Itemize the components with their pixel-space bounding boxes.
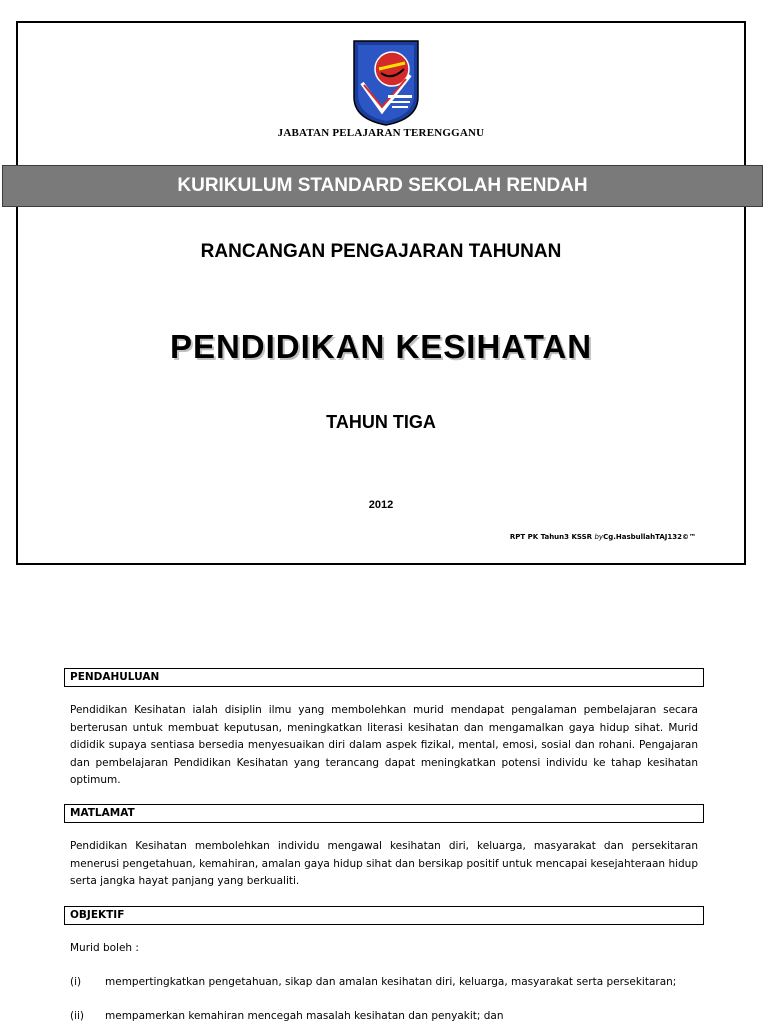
department-name: JABATAN PELAJARAN TERENGGANU (277, 127, 485, 139)
section-heading-pendahuluan: PENDAHULUAN (64, 668, 704, 687)
cover-page (16, 21, 746, 565)
section-heading-objektif: OBJEKTIF (64, 906, 704, 925)
section-heading-matlamat: MATLAMAT (64, 804, 704, 823)
list-item-number: (ii) (70, 1010, 85, 1022)
credit-line (510, 533, 696, 541)
subject-title: PENDIDIKAN KESIHATAN (169, 328, 593, 365)
pendahuluan-text: Pendidikan Kesihatan ialah disiplin ilmu yang membolehkan murid mendapat pengalaman pembelajaran secara berterusan untuk membuat keputusan, meningkatkan literasi kesihatan dan mengamalkan gaya hidup sihat. Murid dididik supaya sentiasa bersedia menyesuaikan diri dalam aspek fizikal, mental, emosi, sosial dan rohani. Pengajaran dan pembelajaran Pendidikan Kesihatan yang terancang dapat meningkatkan potensi individu ke tahap kesihatan optimum. (70, 704, 698, 786)
list-item-text: mempamerkan kemahiran mencegah masalah kesihatan dan penyakit; dan (105, 1010, 504, 1022)
list-item-text: mempertingkatkan pengetahuan, sikap dan amalan kesihatan diri, keluarga, masyarakat serta persekitaran; (105, 976, 677, 988)
level-title: TAHUN TIGA (326, 412, 436, 432)
plan-title: RANCANGAN PENGAJARAN TAHUNAN (200, 241, 562, 262)
curriculum-band: KURIKULUM STANDARD SEKOLAH RENDAH (2, 165, 763, 207)
objektif-intro: Murid boleh : (70, 942, 139, 954)
jabatan-logo (348, 35, 424, 127)
credit-prefix: RPT PK Tahun3 KSSR (509, 533, 593, 541)
year-label: 2012 (368, 499, 394, 511)
credit-by: by (594, 533, 604, 541)
list-item-number: (i) (70, 976, 82, 988)
matlamat-text: Pendidikan Kesihatan membolehkan individu mengawal kesihatan diri, keluarga, masyarakat dan persekitaran menerusi pengetahuan, kemahiran, amalan gaya hidup sihat dan bersikap positif untuk mencapai kesejahteraan hidup serta jangka hayat panjang yang berkualiti. (70, 840, 698, 887)
credit-author: Cg.HasbullahTAJ132©™ (603, 533, 696, 541)
